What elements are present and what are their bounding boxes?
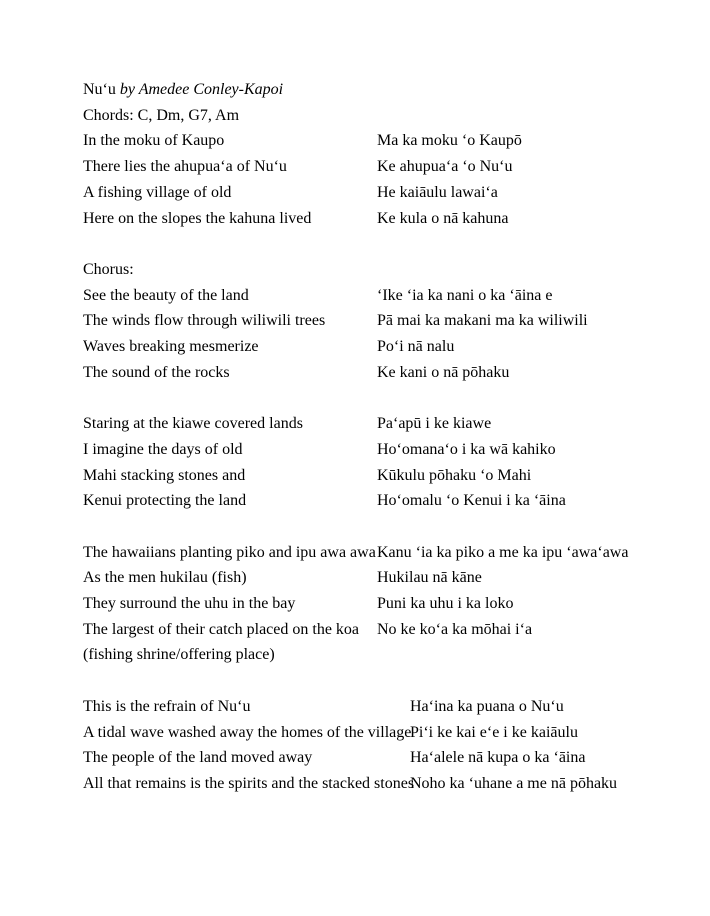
lyric-english: See the beauty of the land bbox=[83, 286, 249, 304]
lyric-hawaiian: Hukilau nā kāne bbox=[377, 569, 482, 587]
lyric-english: This is the refrain of Nu‘u bbox=[83, 697, 251, 715]
lyric-line bbox=[83, 411, 690, 437]
lyric-hawaiian: Ho‘omalu ‘o Kenui i ka ‘āina bbox=[377, 492, 566, 510]
lyric-line bbox=[83, 308, 690, 334]
stanza-5 bbox=[83, 694, 690, 797]
lyric-hawaiian: Kūkulu pōhaku ‘o Mahi bbox=[377, 466, 532, 484]
lyric-english: A tidal wave washed away the homes of the village bbox=[83, 723, 412, 741]
chords-line: Chords: C, Dm, G7, Am bbox=[83, 106, 240, 124]
lyric-english: They surround the uhu in the bay bbox=[83, 595, 296, 613]
lyric-english: A fishing village of old bbox=[83, 183, 232, 201]
lyric-line bbox=[83, 591, 690, 617]
lyric-hawaiian: Ha‘alele nā kupa o ka ‘āina bbox=[410, 749, 586, 767]
lyric-line bbox=[83, 206, 690, 232]
stanza-label: Chorus: bbox=[83, 260, 134, 278]
lyric-line bbox=[83, 180, 690, 206]
lyric-hawaiian: Pā mai ka makani ma ka wiliwili bbox=[377, 312, 588, 330]
lyric-line bbox=[83, 540, 690, 566]
lyric-english: Waves breaking mesmerize bbox=[83, 338, 259, 356]
lyric-hawaiian: Ma ka moku ‘o Kaupō bbox=[377, 132, 522, 150]
lyric-hawaiian: Pi‘i ke kai e‘e i ke kaiāulu bbox=[410, 723, 578, 741]
lyric-line bbox=[83, 437, 690, 463]
lyric-english: The winds flow through wiliwili trees bbox=[83, 312, 326, 330]
lyric-english: In the moku of Kaupo bbox=[83, 132, 225, 150]
lyric-line bbox=[83, 334, 690, 360]
song-title-text: Nu‘u bbox=[83, 81, 116, 98]
lyric-hawaiian: Ke ahupua‘a ‘o Nu‘u bbox=[377, 158, 513, 176]
lyric-english: As the men hukilau (fish) bbox=[83, 569, 247, 587]
lyric-english: I imagine the days of old bbox=[83, 440, 243, 458]
lyric-line bbox=[83, 771, 690, 797]
lyric-line bbox=[83, 488, 690, 514]
lyric-english: The people of the land moved away bbox=[83, 749, 313, 767]
lyric-hawaiian: Ke kula o nā kahuna bbox=[377, 209, 509, 227]
lyric-english: All that remains is the spirits and the stacked stones bbox=[83, 774, 415, 792]
lyric-hawaiian: Ke kani o nā pōhaku bbox=[377, 363, 510, 381]
lyric-line bbox=[83, 463, 690, 489]
lyric-line bbox=[83, 617, 690, 643]
lyric-english: Kenui protecting the land bbox=[83, 492, 247, 510]
lyric-line bbox=[83, 565, 690, 591]
lyric-line bbox=[83, 720, 690, 746]
stanza-1 bbox=[83, 128, 690, 231]
lyric-english: Staring at the kiawe covered lands bbox=[83, 415, 303, 433]
song-sheet bbox=[83, 77, 690, 822]
song-title bbox=[83, 77, 690, 103]
lyric-hawaiian: Kanu ‘ia ka piko a me ka ipu ‘awa‘awa bbox=[377, 543, 629, 561]
lyric-english: Mahi stacking stones and bbox=[83, 466, 246, 484]
lyric-english: The sound of the rocks bbox=[83, 363, 230, 381]
lyric-line bbox=[83, 360, 690, 386]
lyric-english: The largest of their catch placed on the koa bbox=[83, 620, 360, 638]
lyric-hawaiian: ‘Ike ‘ia ka nani o ka ‘āina e bbox=[377, 286, 553, 304]
lyric-hawaiian: Po‘i nā nalu bbox=[377, 338, 455, 356]
stanza-list bbox=[83, 128, 690, 796]
stanza-3 bbox=[83, 411, 690, 514]
lyric-hawaiian: Pa‘apū i ke kiawe bbox=[377, 415, 492, 433]
lyric-hawaiian: He kaiāulu lawai‘a bbox=[377, 183, 498, 201]
lyric-hawaiian: Noho ka ‘uhane a me nā pōhaku bbox=[410, 774, 618, 792]
lyric-line bbox=[83, 642, 690, 668]
stanza-4 bbox=[83, 540, 690, 669]
lyric-hawaiian: Puni ka uhu i ka loko bbox=[377, 595, 514, 613]
lyric-hawaiian: Ho‘omana‘o i ka wā kahiko bbox=[377, 440, 556, 458]
lyric-english: The hawaiians planting piko and ipu awa awa bbox=[83, 543, 376, 561]
lyric-line bbox=[83, 154, 690, 180]
lyric-hawaiian: No ke ko‘a ka mōhai i‘a bbox=[377, 620, 533, 638]
lyric-english: Here on the slopes the kahuna lived bbox=[83, 209, 312, 227]
lyric-line bbox=[83, 283, 690, 309]
song-title-byline: by Amedee Conley-Kapoi bbox=[119, 81, 284, 98]
lyric-line bbox=[83, 128, 690, 154]
stanza-2 bbox=[83, 257, 690, 386]
lyric-hawaiian: Ha‘ina ka puana o Nu‘u bbox=[410, 697, 564, 715]
lyric-english: (fishing shrine/offering place) bbox=[83, 646, 275, 664]
lyric-english: There lies the ahupua‘a of Nu‘u bbox=[83, 158, 287, 176]
lyric-line bbox=[83, 694, 690, 720]
lyric-line bbox=[83, 745, 690, 771]
